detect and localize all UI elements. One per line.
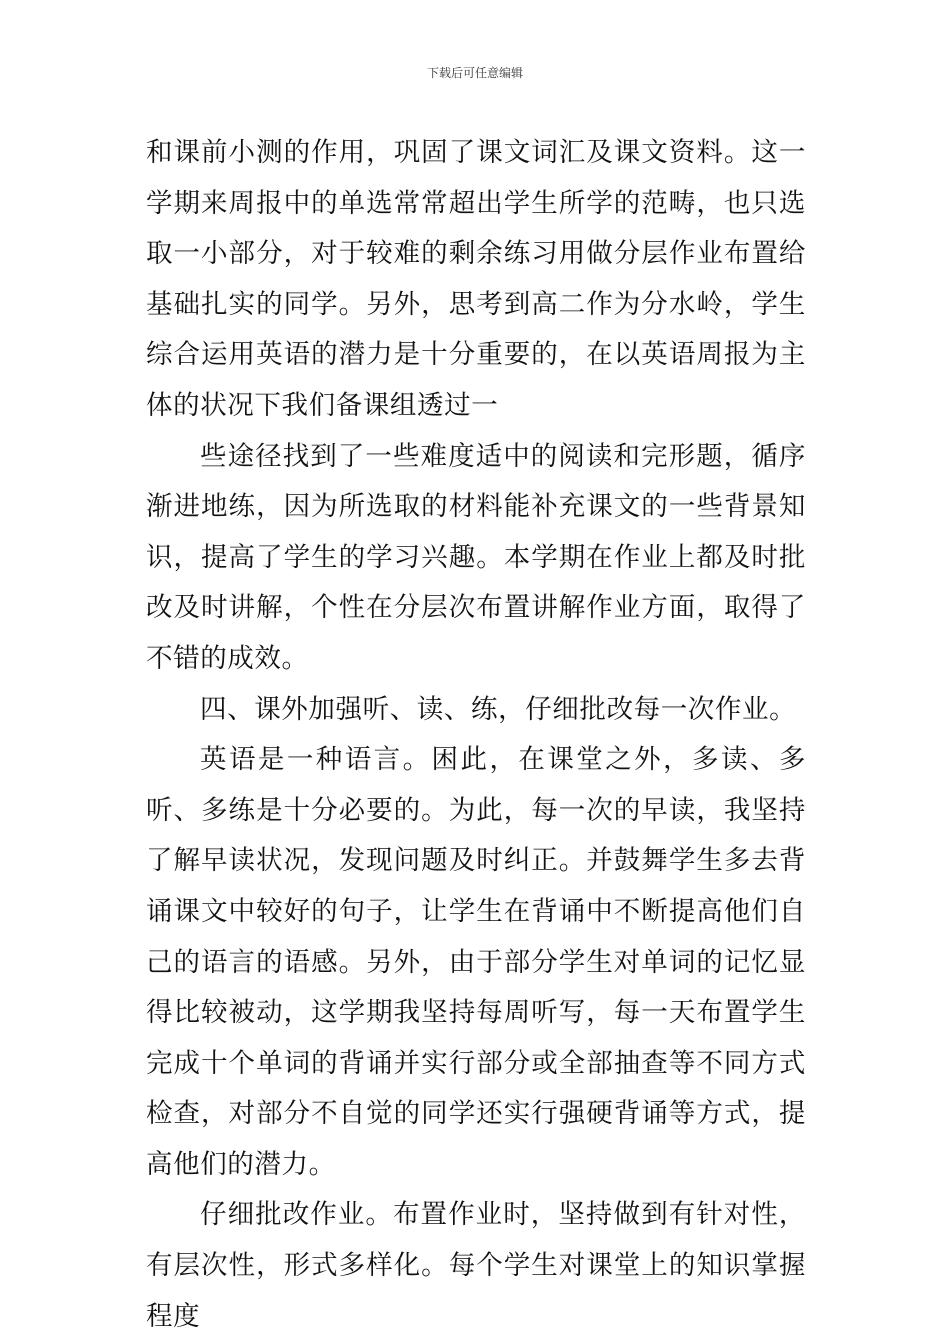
page-header-note: 下载后可任意编辑 [426, 66, 523, 80]
paragraph-1: 和课前小测的作用，巩固了课文词汇及课文资料。这一学期来周报中的单选常常超出学生所学的范畴，也只选取一小部分，对于较难的剩余练习用做分层作业布置给基础扎实的同学。另外，思考到高二作为分水岭，学生综合运用英语的潜力是十分重要的，在以英语周报为主体的状况下我们备课组透过一 [146, 137, 806, 421]
section-heading-4: 四、课外加强听、读、练，仔细批改每一次作业。 [200, 693, 797, 725]
paragraph-3: 英语是一种语言。困此，在课堂之外，多读、多听、多练是十分必要的。为此，每一次的早读，我坚持了解早读状况，发现问题及时纠正。并鼓舞学生多去背诵课文中较好的句子，让学生在背诵中不断提高他们自己的语言的语感。另外，由于部分学生对单词的记忆显得比较被动，这学期我坚持每周听写，每一天布置学生完成十个单词的背诵并实行部分或全部抽查等不同方式检查，对部分不自觉的同学还实行强硬背诵等方式，提高他们的潜力。 [146, 744, 806, 1180]
paragraph-4: 仔细批改作业。布置作业时，坚持做到有针对性，有层次性，形式多样化。每个学生对课堂上的知识掌握程度 [146, 1199, 806, 1332]
document-body [146, 128, 806, 1342]
paragraph-2: 些途径找到了一些难度适中的阅读和完形题，循序渐进地练，因为所选取的材料能补充课文的一些背景知识，提高了学生的学习兴趣。本学期在作业上都及时批改及时讲解，个性在分层次布置讲解作业方面，取得了不错的成效。 [146, 440, 806, 674]
